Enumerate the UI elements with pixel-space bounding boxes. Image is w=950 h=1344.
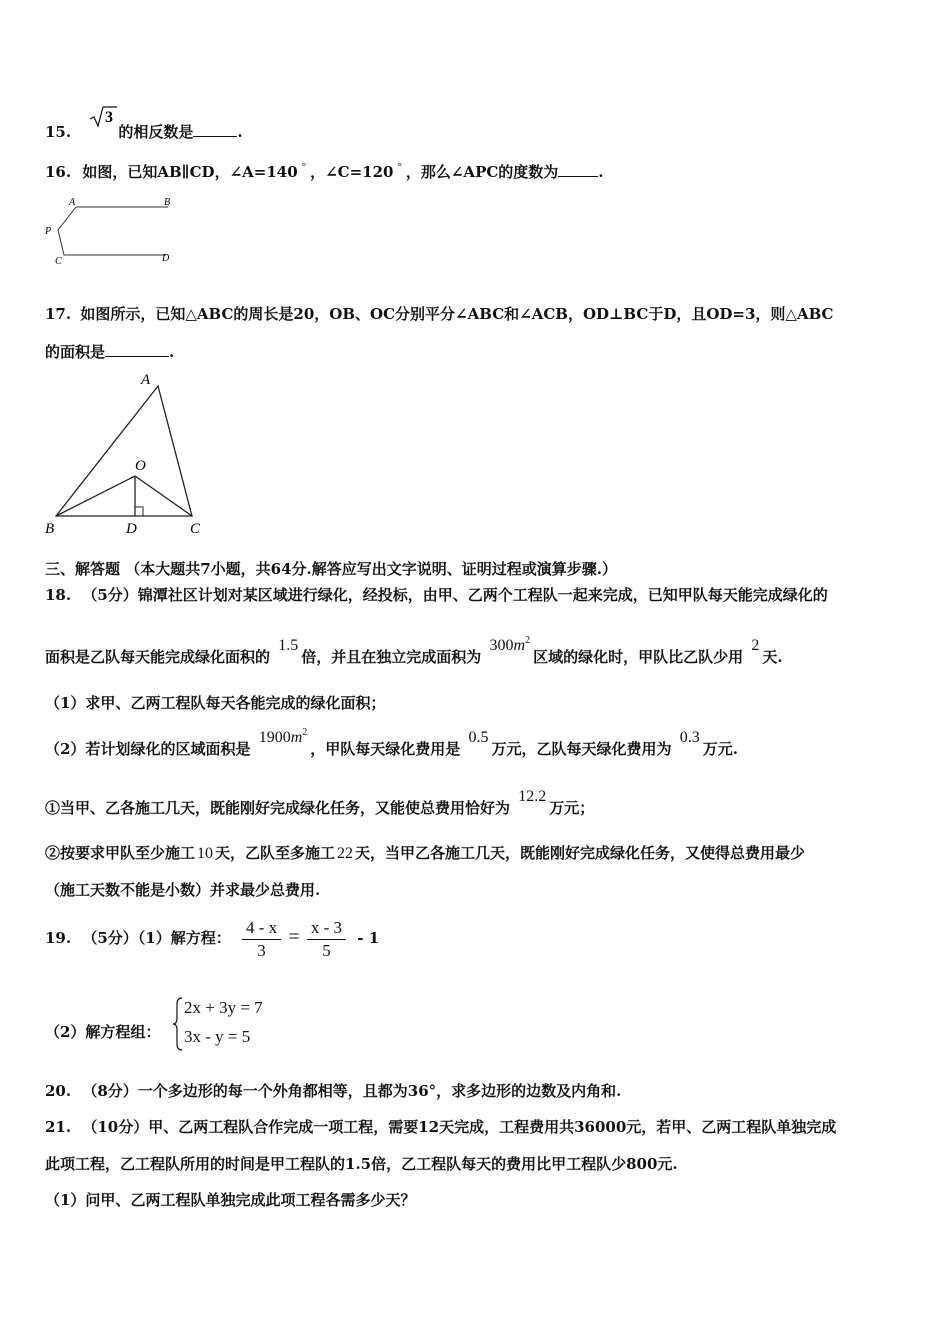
- q19-number: 19.: [45, 929, 72, 947]
- q18-text-2d: 天.: [762, 648, 783, 666]
- q18-case-2: [45, 843, 805, 864]
- q20-score: （8分）: [82, 1082, 138, 1100]
- q21-number: 21.: [45, 1118, 72, 1136]
- q18-text-2a: 面积是乙队每天能完成绿化面积的: [45, 648, 271, 666]
- q16-label-p: P: [45, 226, 52, 237]
- q18-total: 12.2: [518, 788, 547, 805]
- q19-system-brace: [172, 996, 184, 1052]
- q19-part-1: [45, 912, 379, 962]
- q18-text-c2b: 天，乙队至多施工: [215, 844, 336, 862]
- q18-text-1: 锦潭社区计划对某区域进行绿化，经投标，由甲、乙两个工程队一起来完成，已知甲队每天能完成绿化的: [137, 586, 828, 604]
- q15-end: .: [237, 123, 243, 141]
- q17-line-2: [45, 342, 174, 362]
- q18-text-c2a: ②按要求甲队至少施工: [45, 844, 196, 862]
- q17-label-b: B: [45, 521, 55, 536]
- q16-text-1: 如图，已知: [82, 163, 158, 181]
- q17-end: .: [169, 343, 175, 361]
- q16-parallel: AB∥CD: [157, 163, 215, 181]
- q18-cost-a: 0.5: [468, 729, 489, 746]
- q17-figure: [40, 368, 220, 536]
- q19-score: （5分）: [82, 929, 138, 947]
- q17-text-2: 的面积是: [45, 343, 106, 361]
- q18-ratio: 1.5: [278, 637, 299, 654]
- q15-blank: [193, 122, 237, 137]
- q18-text-p2c: 万元，乙队每天绿化费用为: [491, 740, 672, 758]
- q19-system-eq-2: [184, 1027, 250, 1047]
- q17-label-a: A: [141, 372, 151, 388]
- q18-line-2: [45, 635, 783, 670]
- q16-number: 16.: [45, 163, 72, 181]
- q18-area-1: $300m^2$: [489, 635, 531, 654]
- q16-label-c: C: [55, 256, 62, 267]
- q18-score: （5分）: [82, 586, 138, 604]
- q18-text-c1a: ①当甲、乙各施工几天，既能刚好完成绿化任务，又能使总费用恰好为: [45, 799, 511, 817]
- q16-label-d: D: [162, 253, 170, 264]
- q16-figure: [40, 192, 190, 267]
- q18-text-p2a: （2）若计划绿化的区域面积是: [45, 740, 251, 758]
- q17-blank: [105, 342, 169, 357]
- q15-text: 的相反数是: [118, 123, 194, 141]
- q21-score: （10分）: [82, 1118, 149, 1136]
- q18-text-c2c: 天，当甲乙各施工几天，既能刚好完成绿化任务，又使得总费用最少: [355, 844, 806, 862]
- q15: [45, 109, 243, 142]
- q17-label-o: O: [135, 458, 146, 474]
- q19-equals: =: [288, 926, 300, 948]
- q16-deg-1: °: [301, 161, 307, 173]
- q18-number: 18.: [45, 586, 72, 604]
- q19-text-p1: （1）解方程：: [137, 929, 231, 947]
- q16-angle-a: ，∠A=140: [214, 163, 298, 181]
- q15-number: 15.: [45, 123, 72, 141]
- q16-deg-2: °: [397, 161, 402, 173]
- q20: [45, 1081, 621, 1101]
- q20-number: 20.: [45, 1082, 72, 1100]
- q18-text-p2d: 万元.: [702, 740, 738, 758]
- q18-line-1: [45, 585, 828, 605]
- q17-text-1: 如图所示，已知△ABC的周长是20，OB、OC分别平分∠ABC和∠ACB，OD⊥BC于D，且OD=3，则△ABC: [80, 305, 834, 323]
- q19-fraction-1: $\frac{4 - x}{3}$: [242, 917, 281, 962]
- q18-text-2c: 区域的绿化时，甲队比乙队少用: [533, 648, 744, 666]
- sqrt-symbol: [88, 105, 118, 129]
- q18-text-2b: 倍，并且在独立完成面积为: [301, 648, 482, 666]
- q16-angle-c: ，∠C=120: [310, 163, 394, 181]
- q21-line-1: [45, 1117, 836, 1137]
- q21-text-1: 甲、乙两工程队合作完成一项工程，需要12天完成，工程费用共36000元，若甲、乙两工程队单独完成: [148, 1118, 837, 1136]
- q18-case-1: [45, 788, 595, 819]
- q18-case-2-cont: （施工天数不能是小数）并求最少总费用.: [45, 881, 321, 899]
- q19-part-2: （2）解方程组：: [45, 1023, 161, 1041]
- q16-label-a: A: [69, 197, 76, 208]
- q18-days-less: 2: [751, 637, 760, 654]
- q21-line-2: 此项工程，乙工程队所用的时间是甲工程队的1.5倍，乙工程队每天的费用比甲工程队少800元.: [45, 1155, 678, 1173]
- q18-area-2: $1900m^2$: [258, 727, 308, 746]
- q18-part-1: （1）求甲、乙两工程队每天各能完成的绿化面积；: [45, 694, 386, 712]
- q16-blank: [558, 162, 598, 177]
- q18-text-c1b: 万元；: [549, 799, 595, 817]
- q19-tail: - 1: [357, 929, 380, 947]
- q18-cost-b: 0.3: [679, 729, 700, 746]
- q19-system-line-1: 2x + 3y = 7: [184, 998, 263, 1017]
- q16: [45, 162, 604, 184]
- q18-max-b: 22: [337, 845, 354, 862]
- q17-label-d: D: [126, 521, 137, 536]
- q16-text-2: ，那么∠APC的度数为: [405, 163, 559, 181]
- q18-part-2: [45, 727, 738, 762]
- q17-label-c: C: [190, 521, 201, 536]
- q21-part-1: （1）问甲、乙两工程队单独完成此项工程各需多少天？: [45, 1191, 416, 1209]
- q19-system-eq-1: [184, 998, 263, 1018]
- q19-fraction-2: $\frac{x - 3}{5}$: [307, 917, 346, 962]
- sqrt-value: 3: [105, 109, 114, 126]
- q17-number: 17.: [45, 305, 72, 323]
- q17-line-1: [45, 304, 834, 324]
- q16-end: .: [598, 163, 604, 181]
- q16-label-b: B: [164, 197, 171, 208]
- q20-text: 一个多边形的每一个外角都相等，且都为36°，求多边形的边数及内角和.: [137, 1082, 622, 1100]
- q18-text-p2b: ，甲队每天绿化费用是: [310, 740, 461, 758]
- section-3-title: 三、解答题 （本大题共7小题，共64分.解答应写出文字说明、证明过程或演算步骤.）: [45, 560, 617, 578]
- q19-system-line-2: 3x - y = 5: [184, 1027, 251, 1046]
- q18-min-a: 10: [197, 845, 214, 862]
